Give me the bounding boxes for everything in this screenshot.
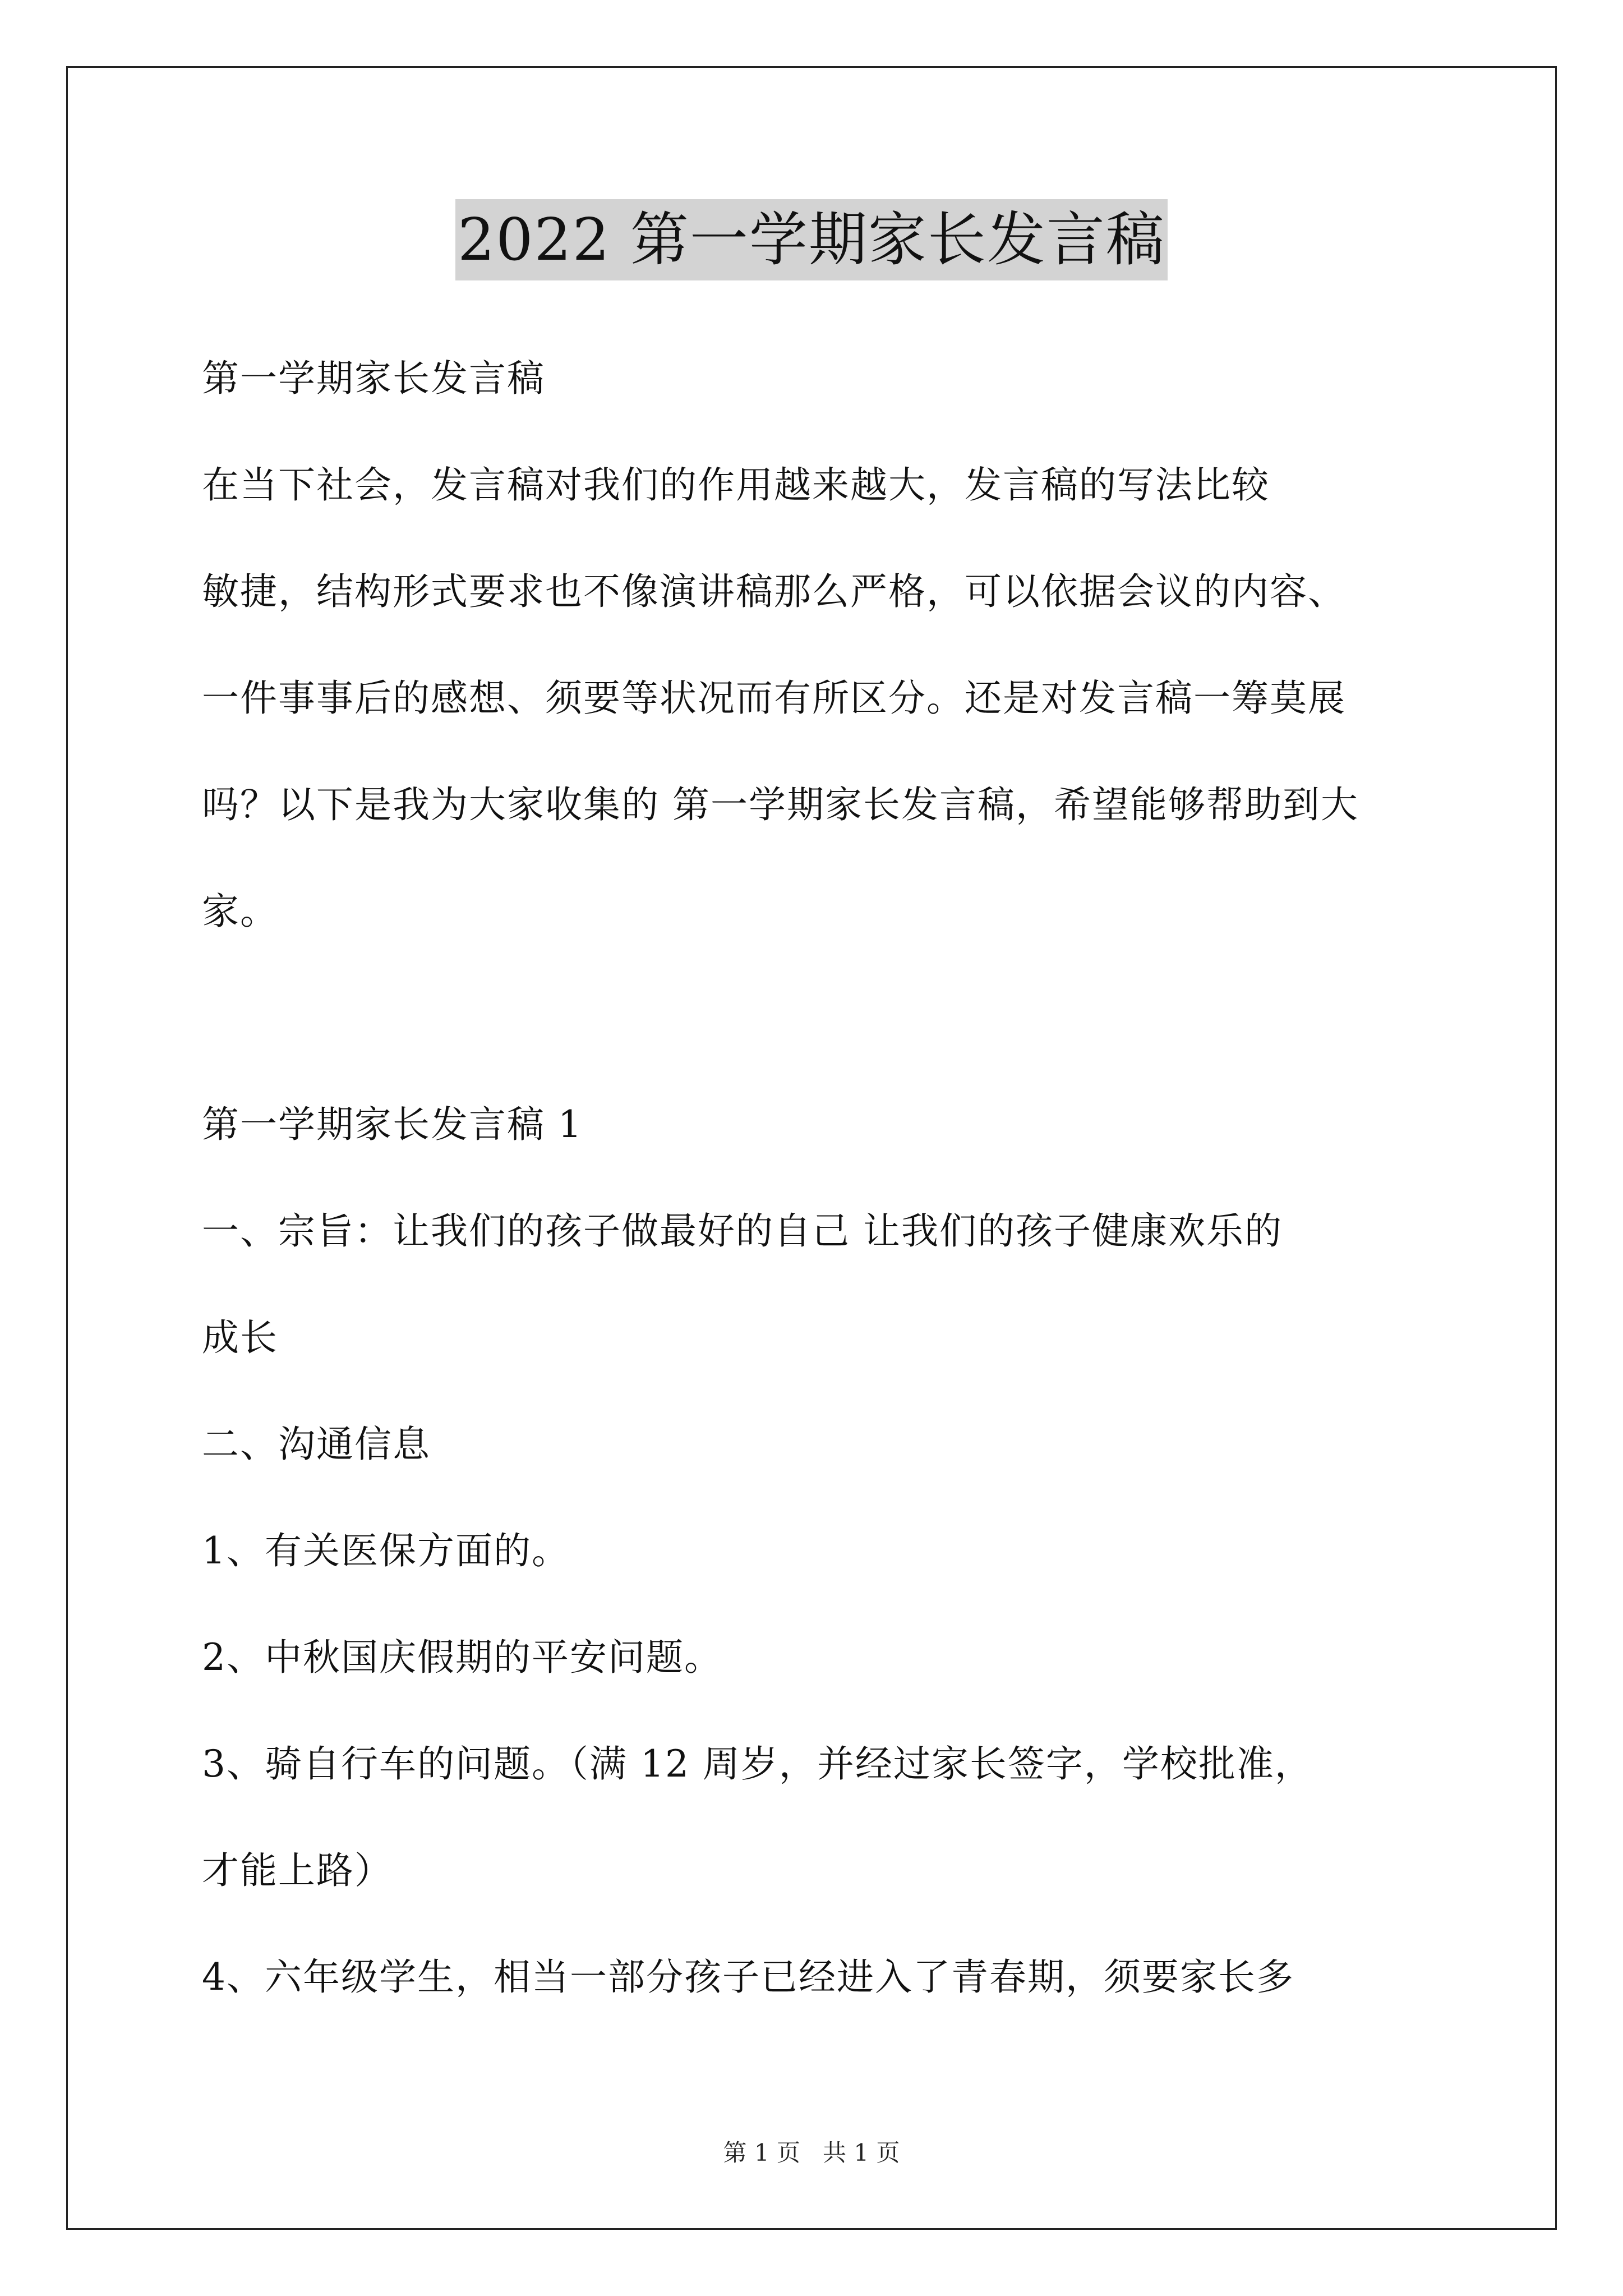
paragraph-line: 在当下社会，发言稿对我们的作用越来越大，发言稿的写法比较 (202, 463, 1270, 507)
paragraph-line: 敏捷，结构形式要求也不像演讲稿那么严格，可以依据会议的内容、 (202, 570, 1346, 613)
section-heading: 第一学期家长发言稿 1 (202, 1103, 583, 1146)
paragraph-line: 一、宗旨：让我们的孩子做最好的自己 让我们的孩子健康欢乐的 (202, 1209, 1283, 1253)
title-container (0, 199, 1623, 280)
paragraph-line: 二、沟通信息 (202, 1423, 431, 1466)
subtitle-line: 第一学期家长发言稿 (202, 357, 545, 400)
paragraph-line: 成长 (202, 1316, 278, 1359)
list-item: 4、六年级学生，相当一部分孩子已经进入了青春期，须要家长多 (202, 1955, 1294, 1999)
list-item: 2、中秋国庆假期的平安问题。 (202, 1636, 722, 1679)
paragraph-line: 才能上路） (202, 1849, 393, 1892)
document-title: 2022 第一学期家长发言稿 (455, 199, 1168, 280)
page-footer: 第 1 页 共 1 页 (723, 2139, 900, 2166)
paragraph-line: 家。 (202, 890, 278, 933)
list-item: 1、有关医保方面的。 (202, 1529, 570, 1572)
paragraph-line: 一件事事后的感想、须要等状况而有所区分。还是对发言稿一筹莫展 (202, 677, 1346, 720)
paragraph-line: 吗？以下是我为大家收集的 第一学期家长发言稿，希望能够帮助到大 (202, 783, 1359, 826)
list-item: 3、骑自行车的问题。（满 12 周岁，并经过家长签字，学校批准， (202, 1742, 1313, 1786)
